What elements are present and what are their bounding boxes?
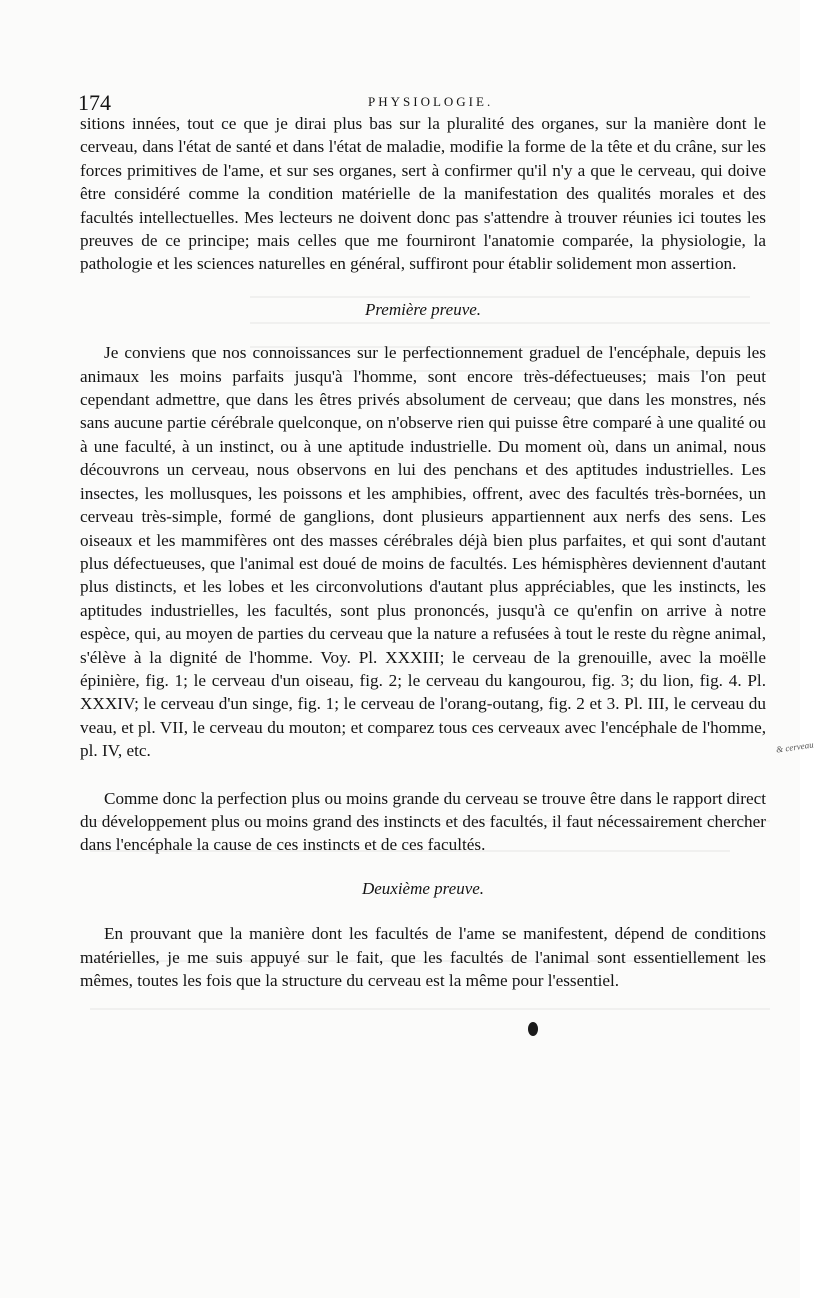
paragraph-continued: sitions innées, tout ce que je dirai plus bas sur la pluralité des organes, sur la manière dont le cerveau, dans l'état de santé et dans l'état de maladie, modifie la forme de la tête et du crâne, sur les forces primitives de l'ame, et sur ses organes, sert à confirmer qu'il n'y a que le cerveau, qui doive être considéré comme la condition matérielle de la manifestation des qualités morales et des facultés intellectuelles. Mes lecteurs ne doivent donc pas s'attendre à trouver réunies ici toutes les preuves de ce principe; mais celles que me fourniront l'anatomie comparée, la physiologie, la pathologie et les sciences naturelles en général, suffiront pour établir solidement mon assertion. <box>80 114 766 274</box>
main-text <box>80 112 766 992</box>
paragraph-conclusion: Comme donc la perfection plus ou moins grande du cerveau se trouve être dans le rapport direct du développement plus ou moins grand des instincts et des facultés, il faut nécessairement chercher dans l'encéphale la cause de ces instincts et de ces facultés. <box>80 788 766 855</box>
ink-spot <box>528 1022 538 1036</box>
paragraph-first-proof: Je conviens que nos connoissances sur le perfectionnement graduel de l'encéphale, depuis les animaux les moins parfaits jusqu'à l'homme, sont encore très-défectueuses; mais l'on peut cependant admettre, que dans les êtres privés absolument de cerveau; que dans les monstres, nés sans aucune partie cérébrale quelconque, on n'observe rien qui puisse être comparé à une qualité ou à une faculté, à un instinct, ou à une aptitude industrielle. Du moment où, dans un animal, nous découvrons un cerveau, nous observons en lui des penchans et des aptitudes industrielles. Les insectes, les mollusques, les poissons et les amphibies, offrent, avec des facultés très-bornées, un cerveau très-simple, formé de ganglions, dont plusieurs appartiennent aux nerfs des sens. Les oiseaux et les mammifères ont des masses cérébrales déjà bien plus parfaites, et qui sont d'autant plus défectueuses, que l'animal est doué de moins de facultés. Les hémisphères deviennent d'autant plus distincts, et les lobes et les circonvolutions d'autant plus appréciables, que les instincts, les aptitudes industrielles, les facultés, sont plus prononcés, jusqu'à ce qu'enfin on arrive à notre espèce, qui, au moyen de parties du cerveau que la nature a refusées à tout le reste du règne animal, s'élève à la dignité de l'homme. Voy. Pl. XXXIII; le cerveau de la grenouille, avec la moëlle épinière, fig. 1; le cerveau d'un oiseau, fig. 2; le cerveau du kangourou, fig. 3; du lion, fig. 4. Pl. XXXIV; le cerveau d'un singe, fig. 1; le cerveau de l'orang-outang, fig. 2 et 3. Pl. III, le cerveau du veau, et pl. VII, le cerveau du mouton; et comparez tous ces cerveaux avec l'encéphale de l'homme, pl. IV, etc. <box>80 343 766 761</box>
page-number: 174 <box>78 90 111 115</box>
running-title: PHYSIOLOGIE. <box>368 94 494 109</box>
section-heading-deuxieme-preuve: Deuxième preuve. <box>361 878 485 898</box>
paragraph-second-proof: En prouvant que la manière dont les facultés de l'ame se manifestent, dépend de conditions matérielles, je me suis appuyé sur le fait, que les facultés de l'animal sont essentiellement les mêmes, toutes les fois que la structure du cerveau est la même pour l'essentiel. <box>80 924 766 990</box>
handwritten-margin-note: & cerveau <box>775 739 814 755</box>
section-heading-premiere-preuve: Première preuve. <box>364 299 482 319</box>
